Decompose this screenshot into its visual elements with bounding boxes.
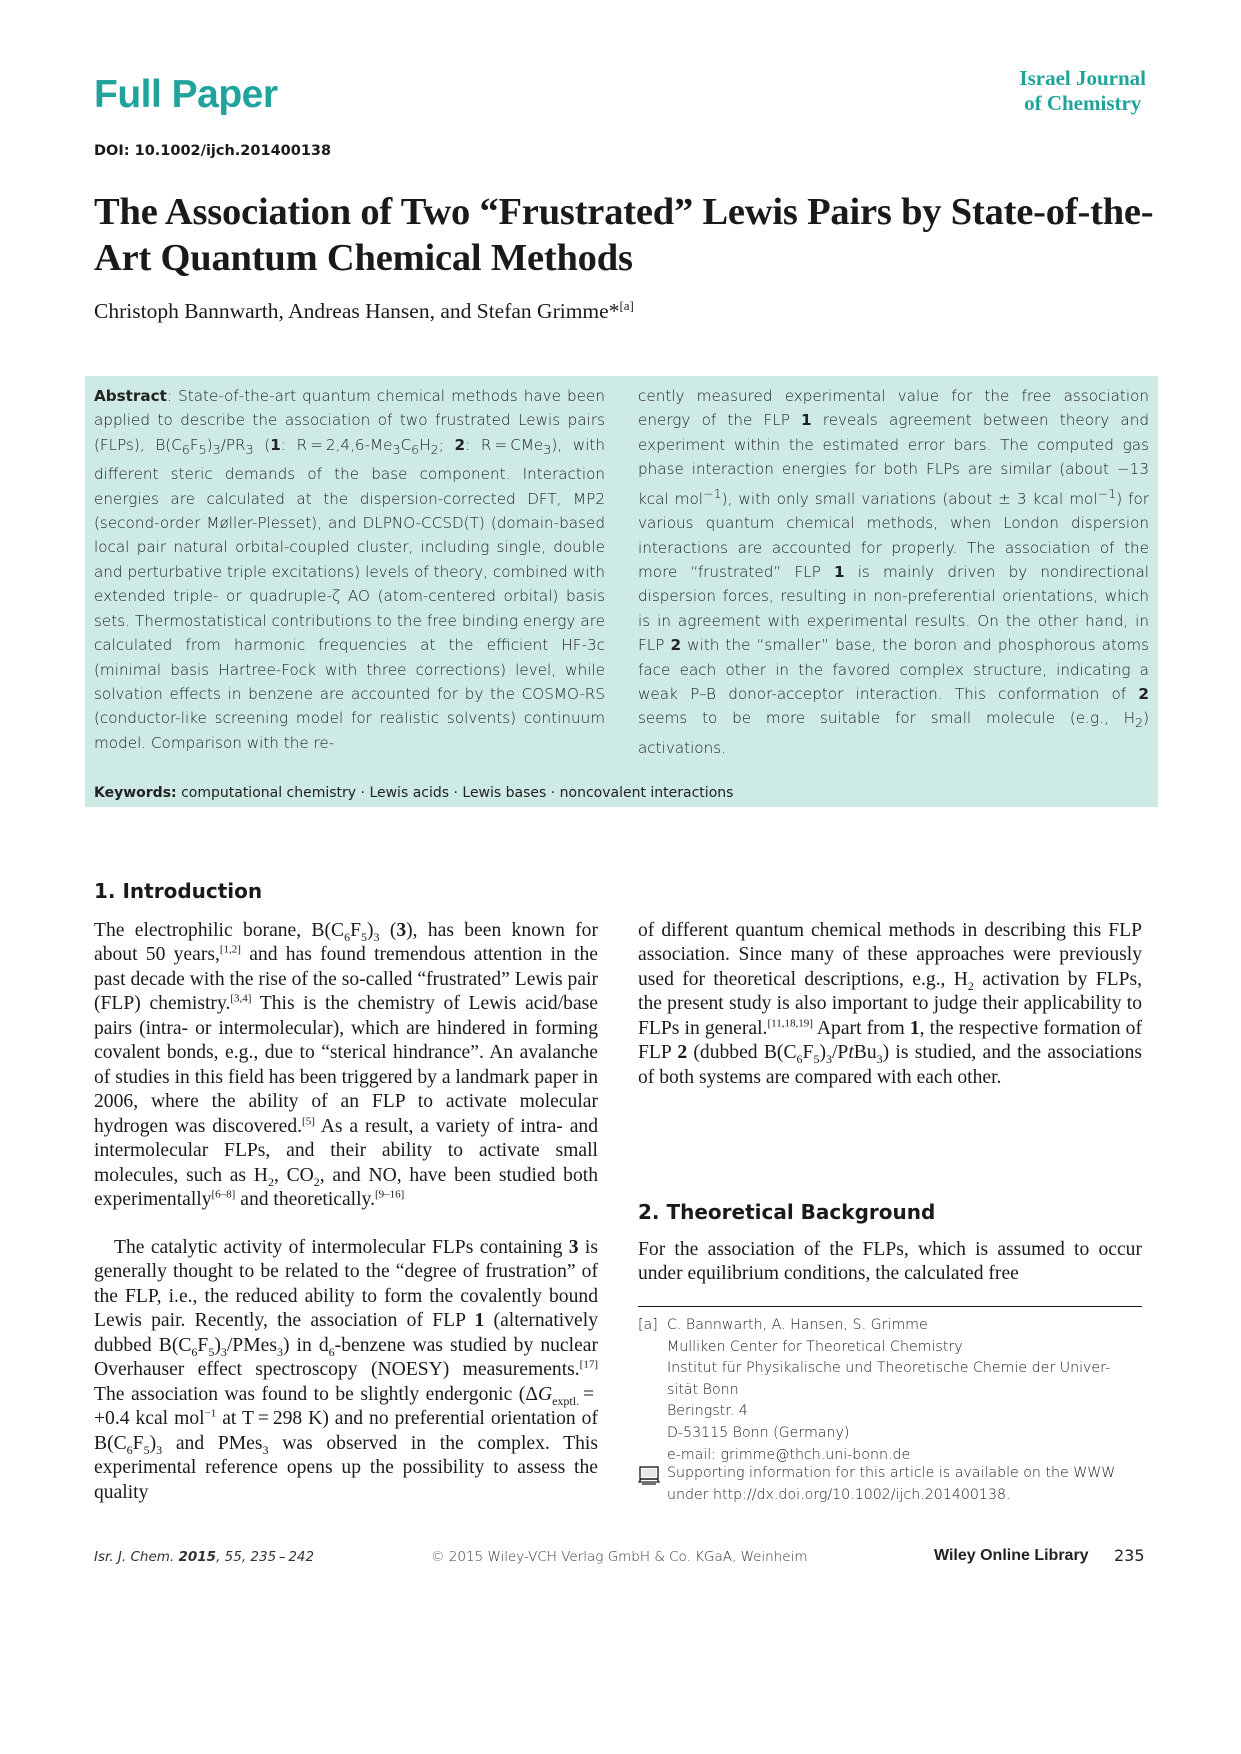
paper-title: The Association of Two “Frustrated” Lewis Pairs by State-of-the-Art Quantum Chemical Methods (94, 191, 1154, 279)
footer-copyright: © 2015 Wiley-VCH Verlag GmbH & Co. KGaA, Weinheim (431, 1549, 808, 1565)
journal-name-line1: Israel Journal (1019, 66, 1146, 90)
abstract-box (85, 376, 1158, 807)
footnote-line: Beringstr. 4 (667, 1403, 748, 1420)
supporting-info-line1: Supporting information for this article is available on the WWW (667, 1465, 1116, 1481)
footnote-tag: [a] (638, 1317, 658, 1333)
author-list (94, 298, 634, 324)
intro-paragraph-1: The electrophilic borane, $B(C_6F_5)_3$ (3), has been known for about 50 years,[1,2] and has found tremendous attention in the past decade with the rise of the so-called “frustrated” Lewis pair (FLP) chemistry.[3,4] This is the chemistry of Lewis acid/base pairs (intra- or intermolecular), which are hindered in forming covalent bonds, e.g., due to “sterical hindrance”. An avalanche of studies in this field has been triggered by a landmark paper in 2006, where the ability of an FLP to activate molecular hydrogen was discovered.[5] As a result, a variety of intra- and intermolecular FLPs, and their ability to activate small molecules, such as $H_2$, $CO_2$, and NO, have been studied both experimentally[6–8] and theoretically.[9–16] (94, 920, 598, 1210)
keywords: Keywords: computational chemistry · Lewis acids · Lewis bases · noncovalent interactions (94, 785, 734, 801)
doi: DOI: 10.1002/ijch.201400138 (94, 143, 332, 159)
footnote-line: Mulliken Center for Theoretical Chemistry (667, 1338, 963, 1355)
footer-citation: Isr. J. Chem. 2015, 55, 235 – 242 (94, 1549, 315, 1565)
footnote-divider (638, 1306, 1142, 1307)
author-names: Christoph Bannwarth, Andreas Hansen, and Stefan Grimme* (94, 299, 620, 324)
footnote-address (667, 1315, 1147, 1466)
footnote-email: e-mail: grimme@thch.uni-bonn.de (667, 1446, 911, 1463)
section-label: Full Paper (94, 73, 278, 116)
section-heading-introduction: 1. Introduction (94, 879, 263, 903)
footnote-line: C. Bannwarth, A. Hansen, S. Grimme (667, 1317, 928, 1333)
intro-paragraph-2: The catalytic activity of intermolecular FLPs containing 3 is generally thought to be related to the “degree of frustration” of the FLP, i.e., the reduced ability to form the covalently bound Lewis pair. Recently, the association of FLP 1 (alternatively dubbed $B(C_6F_5)_3/PMes_3$) in $d_6$-benzene was studied by nuclear Overhauser effect spectroscopy (NOESY) measurements.[17] The association was found to be slightly endergonic ($\Delta G_{exptl.} = +0.4$ kcal mol$^{-1}$ at T = 298 K) and no preferential orientation of $B(C_6F_5)_3$ and PMes$_3$ was observed in the complex. This experimental reference opens up the possibility to assess the quality (94, 1237, 599, 1503)
footnote-line: sität Bonn (667, 1381, 739, 1398)
page-number: 235 (1114, 1546, 1145, 1565)
footnote-line: Institut für Physikalische und Theoretische Chemie der Univer- (667, 1360, 1111, 1377)
supporting-info-text (667, 1463, 1147, 1506)
wiley-online-library-logo[interactable]: Wiley Online Library (934, 1547, 1089, 1564)
theory-paragraph: For the association of the FLPs, which is assumed to occur under equilibrium conditions, the calculated free (638, 1239, 1142, 1285)
intro-paragraph-3: of different quantum chemical methods in describing this FLP association. Since many of these approaches were previously used for theoretical descriptions, e.g., $H_2$ activation by FLPs, the present study is also important to judge their applicability to FLPs in general.[11,18,19] Apart from 1, the respective formation of FLP 2 (dubbed $B(C_6F_5)_3/PtBu_3$) is studied, and the associations of both systems are compared with each other. (638, 920, 1143, 1088)
abstract-left-column: Abstract: State-of-the-art quantum chemical methods have been applied to describe the association of two frustrated Lewis pairs (FLPs), $B(C_6F_5)_3/PR_3$ (1: $R = 2,4,6-Me_3C_6H_2$; 2: R = CMe$_3$), with different steric demands of the base component. Interaction energies are calculated at the dispersion-corrected DFT, MP2 (second-order Møller-Plesset), and DLPNO-CCSD(T) (domain-based local pair natural orbital-coupled cluster, including single, double and perturbative triple excitations) levels of theory, combined with extended triple- or quadruple-ζ AO (atom-centered orbital) basis sets. Thermostatistical contributions to the free binding energy are calculated from harmonic frequencies at the efficient HF-3c (minimal basis Hartree-Fock with three corrections) level, while solvation effects in benzene are accounted for by the COSMO-RS (conductor-like screening model for realistic solvents) continuum model. Comparison with the re- (94, 387, 605, 752)
affiliation-mark: [a] (619, 298, 634, 313)
journal-name-line2: of Chemistry (1024, 91, 1142, 115)
supporting-info-link[interactable]: under http://dx.doi.org/10.1002/ijch.201400138. (667, 1486, 1011, 1503)
computer-icon (638, 1466, 660, 1494)
journal-name (1019, 66, 1146, 116)
section-heading-theory: 2. Theoretical Background (638, 1200, 936, 1224)
footnote-line: D-53115 Bonn (Germany) (667, 1424, 850, 1441)
abstract-right-column: cently measured experimental value for the free association energy of the FLP 1 reveals agreement between theory and experiment within the estimated error bars. The computed gas phase interaction energies for both FLPs are similar (about −13 kcal mol$^{-1}$), with only small variations (about ± 3 kcal mol$^{-1}$) for various quantum chemical methods, when London dispersion interactions are accounted for properly. The association of the more “frustrated” FLP 1 is mainly driven by nondirectional dispersion forces, resulting in non-preferential orientations, which is in agreement with experimental results. On the other hand, in FLP 2 with the “smaller” base, the boron and phosphorous atoms face each other in the favored complex structure, indicating a weak P–B donor-acceptor interaction. This conformation of 2 seems to be more suitable for small molecule (e.g., $H_2$) activations. (638, 387, 1150, 757)
